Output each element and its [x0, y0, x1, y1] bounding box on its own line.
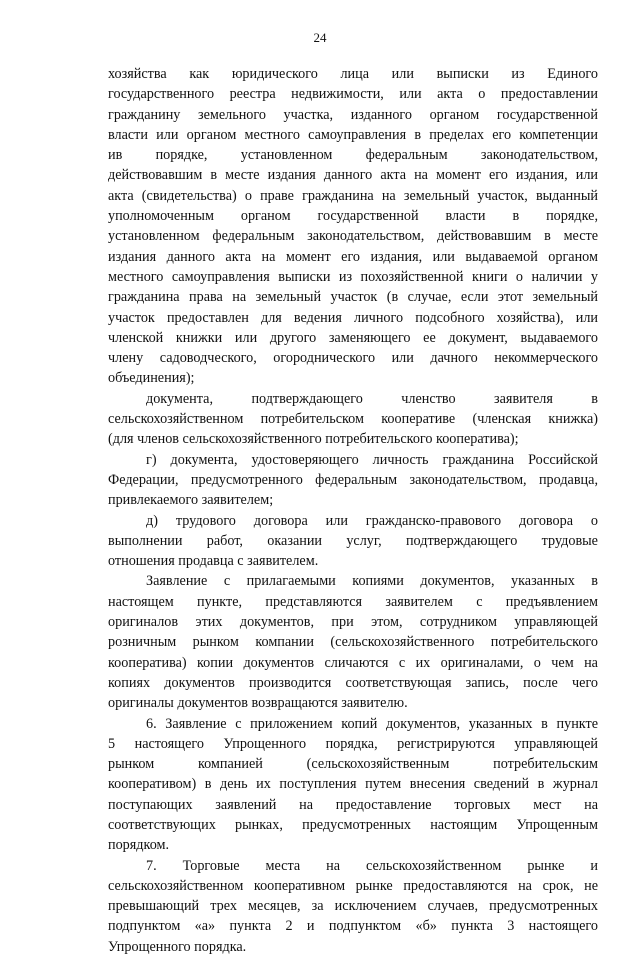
text-line: копиях документов производится соответствующая запись, после чего — [108, 674, 598, 691]
text-line: члену садоводческого, огороднического или дачного некоммерческого — [108, 350, 598, 367]
text-line: 6. Заявление с приложением копий документов, указанных в пункте — [146, 715, 598, 732]
paragraph-6 — [108, 714, 598, 856]
text-line: акта (свидетельства) о праве гражданина на земельный участок, выданный — [108, 187, 598, 204]
document-body — [108, 64, 598, 957]
text-line: Упрощенного порядка. — [108, 938, 247, 955]
text-line: кооперативом) в день их поступления путем внесения сведений в журнал — [108, 776, 598, 793]
text-line: сельскохозяйственном потребительском кооперативе (членская книжка) — [108, 411, 598, 428]
text-line: действовавшим в месте издания данного акта на момент его издания, или — [108, 167, 598, 184]
text-line: сельскохозяйственном кооперативном рынке предоставляются на срок, не — [108, 877, 598, 894]
paragraph-7 — [108, 856, 598, 957]
text-line: подпунктом «а» пункта 2 и подпунктом «б» пункта 3 настоящего — [108, 918, 598, 935]
text-line: соответствующих рынках, предусмотренных настоящим Упрощенным — [108, 816, 598, 833]
text-line: д) трудового договора или гражданско-правового договора о — [146, 512, 598, 529]
text-line: Федерации, предусмотренного федеральным законодательством, продавца, — [108, 471, 598, 488]
text-line: участок предоставлен для ведения личного подсобного хозяйства), или — [108, 309, 598, 326]
paragraph-1 — [108, 64, 598, 389]
paragraph-3 — [108, 450, 598, 511]
text-line: рынком компанией (сельскохозяйственным потребительским — [108, 756, 598, 773]
text-line: ив порядке, установленном федеральным законодательством, — [108, 147, 598, 164]
text-line: розничным рынком компании (сельскохозяйственного потребительского — [108, 634, 598, 651]
text-line: документа, подтверждающего членство заявителя в — [146, 390, 598, 407]
text-line: членской книжки или другого заменяющего ее документ, выдаваемого — [108, 329, 598, 346]
text-line: издания данного акта на момент его издания, или выдаваемой органом — [108, 248, 598, 265]
text-line: оригиналов этих документов, при этом, сотрудником управляющей — [108, 614, 598, 631]
text-line: гражданину земельного участка, изданного органом государственной — [108, 106, 598, 123]
text-line: хозяйства как юридического лица или выписки из Единого — [108, 66, 598, 82]
text-line: привлекаемого заявителем; — [108, 492, 274, 509]
text-line: (для членов сельскохозяйственного потребительского кооператива); — [108, 431, 519, 448]
paragraph-5 — [108, 571, 598, 713]
text-line: 5 настоящего Упрощенного порядка, регистрируются управляющей — [108, 735, 598, 752]
text-line: государственного реестра недвижимости, или акта о предоставлении — [108, 86, 598, 103]
text-line: г) документа, удостоверяющего личность гражданина Российской — [146, 451, 598, 468]
text-line: Заявление с прилагаемыми копиями документов, указанных в — [146, 573, 598, 590]
paragraph-2 — [108, 389, 598, 450]
text-line: кооператива) копии документов сличаются с их оригиналами, о чем на — [108, 654, 598, 671]
text-line: оригиналы документов возвращаются заявителю. — [108, 695, 408, 712]
page-number: 24 — [313, 30, 327, 45]
text-line: отношения продавца с заявителем. — [108, 553, 319, 570]
text-line: объединения); — [108, 370, 195, 387]
text-line: уполномоченным органом государственной власти в порядке, — [108, 208, 598, 225]
text-line: настоящем пункте, представляются заявителем с предъявлением — [108, 593, 598, 610]
text-line: выполнении работ, оказании услуг, подтверждающего трудовые — [108, 532, 598, 549]
text-line: местного самоуправления выписки из похозяйственной книги о наличии у — [108, 268, 598, 285]
text-line: гражданина права на земельный участок (в случае, если этот земельный — [108, 289, 598, 306]
paragraph-4 — [108, 511, 598, 572]
text-line: власти или органом местного самоуправления в пределах его компетенции — [108, 126, 598, 143]
text-line: порядком. — [108, 837, 170, 854]
text-line: поступающих заявлений на предоставление торговых мест на — [108, 796, 598, 813]
text-line: превышающий трех месяцев, за исключением случаев, предусмотренных — [108, 898, 598, 915]
text-line: 7. Торговые места на сельскохозяйственном рынке и — [146, 857, 598, 874]
text-line: установленном федеральным законодательством, действовавшим в месте — [108, 228, 598, 245]
